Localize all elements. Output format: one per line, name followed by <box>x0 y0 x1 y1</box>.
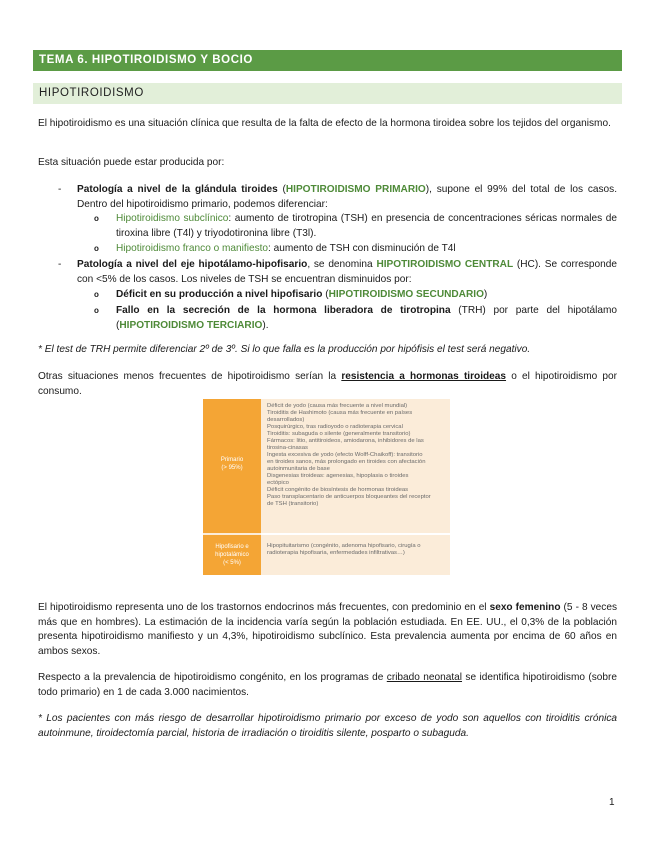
iodine-risk-note: * Los pacientes con más riesgo de desarrollar hipotiroidismo primario por exceso de yodo son aquellos con tiroiditis crónica autoinmune, tiroidectomía parcial, historia de irradiación o tiroiditis silente, posparto o subaguda. <box>38 713 617 739</box>
cause-central-text: (HC). Se corresponde con <5% de los casos. Los niveles de TSH se encuentran disminuidos por: <box>77 259 617 285</box>
primary-causes-list <box>267 403 445 508</box>
cause-primary-text: , supone el 99% del total de los casos. Dentro del hipotiroidismo primario, podemos diferenciar: <box>77 184 618 210</box>
table-cell-line: tirosina-cinasas <box>267 445 308 451</box>
list-circle-bullet: o <box>94 306 99 315</box>
section-heading: HIPOTIROIDISMO <box>33 83 622 104</box>
table-cell-line: radioterapia hipofisaria, enfermedades infiltrativas…) <box>267 550 405 556</box>
table-cell-line: Hipopituitarismo (congénito, adenoma hipofisario, cirugía o <box>267 543 421 549</box>
table-cell-line: Paso transplacentario de anticuerpos bloqueantes del receptor <box>267 494 431 500</box>
central-row-label-1: Hipofisario e <box>215 544 249 550</box>
table-cell-line: Déficit de yodo (causa más frecuente a nivel mundial) <box>267 403 408 409</box>
overt-text: : aumento de TSH con disminución de T4l <box>268 243 456 254</box>
tertiary-close: ). <box>262 319 269 331</box>
central-row-pct: (< 5%) <box>223 560 241 566</box>
congenital-post: se identifica hipotiroidismo (sobre todo primario) en 1 de cada 3.000 nacimientos. <box>38 672 617 698</box>
other-causes-pre: Otras situaciones menos frecuentes de hipotiroidismo serían la <box>38 371 342 382</box>
cause-primary-open: ( <box>277 184 286 195</box>
table-cell-line: Posquirúrgico, tras radioyodo o radioterapia cervical <box>267 424 403 430</box>
central-causes-list <box>267 543 445 557</box>
neonatal-screening-link: cribado neonatal <box>386 672 463 683</box>
table-cell-line: ectópico <box>267 480 289 486</box>
epidemiology-post: (5 - 8 veces más que en hombres). La estimación de la incidencia varía según la población estudiada. En EE. UU., el 0,3% de la población presenta hipotiroidismo manifiesto y un 4,3%, hipotiroidismo subclínico. Esta prevalencia aumenta por encima de 60 años en ambos sexos. <box>38 602 617 657</box>
primary-row-pct: (> 95%) <box>221 465 243 471</box>
list-circle-bullet: o <box>94 244 99 253</box>
overt-item <box>116 242 617 257</box>
epidemiology-paragraph <box>38 601 617 659</box>
central-row-label-2: hipotalámico <box>215 552 249 558</box>
tertiary-text: (TRH) por parte del hipotálamo ( <box>116 305 617 331</box>
page-number: 1 <box>609 797 615 808</box>
definition-paragraph: El hipotiroidismo es una situación clínica que resulta de la falta de efecto de la hormona tiroidea sobre los tejidos del organismo. <box>38 118 611 129</box>
list-circle-bullet: o <box>94 290 99 299</box>
trh-test-note: * El test de TRH permite diferenciar 2º de 3º. Si lo que falla es la producción por hipófisis el test será negativo. <box>38 344 531 355</box>
table-cell-line: Tiroiditis de Hashimoto (causa más frecuente en países <box>267 410 413 416</box>
table-cell-line: Fármacos: litio, antitiroideos, amiodarona, inhibidores de las <box>267 438 424 444</box>
subclinical-item <box>116 212 617 241</box>
subclinical-text: : aumento de tirotropina (TSH) en presencia de concentraciones séricas normales de tiroxina libre (T4l) y triyodotironina libre (T3l). <box>116 213 617 239</box>
list-dash-bullet: - <box>58 259 62 270</box>
tertiary-item <box>116 304 617 333</box>
table-cell-line: Déficit congénito de biosíntesis de hormonas tiroideas <box>267 487 409 493</box>
table-cell-line: Ingesta excesiva de yodo (efecto Wolff-Chaikoff): transitorio <box>267 452 423 458</box>
thyroid-hormone-resistance-link: resistencia a hormonas tiroideas <box>341 371 507 382</box>
subclinical-label: Hipotiroidismo subclínico <box>116 213 229 224</box>
chapter-title-banner: TEMA 6. HIPOTIROIDISMO Y BOCIO <box>33 50 622 71</box>
congenital-pre: Respecto a la prevalencia de hipotiroidismo congénito, en los programas de <box>38 672 387 683</box>
list-circle-bullet: o <box>94 214 99 223</box>
table-row-divider <box>261 533 450 535</box>
cause-central-pre: , se denomina <box>307 259 377 270</box>
secondary-item <box>116 288 617 303</box>
central-hypothyroidism-tag: HIPOTIROIDISMO CENTRAL <box>376 259 514 270</box>
other-causes-paragraph <box>38 370 617 399</box>
table-cell-line: en tiroides sanos, más prolongado en tiroides con afectación <box>267 459 426 465</box>
congenital-paragraph <box>38 671 617 700</box>
cause-primary-close: ) <box>425 184 430 195</box>
table-cell-line: Disgenesias tiroideas: agenesias, hipoplasia o tiroides <box>267 473 409 479</box>
causes-lead-paragraph: Esta situación puede estar producida por: <box>38 157 225 168</box>
cause-central-label: Patología a nivel del eje hipotálamo-hipofisario <box>77 259 308 270</box>
epidemiology-pre: El hipotiroidismo representa uno de los trastornos endocrinos más frecuentes, con predominio en el <box>38 602 490 613</box>
primary-row-label: Primario <box>220 457 244 463</box>
cause-primary-item <box>77 183 617 212</box>
secondary-close: ) <box>483 289 488 300</box>
secondary-open: ( <box>322 289 329 300</box>
primary-hypothyroidism-tag: HIPOTIROIDISMO PRIMARIO <box>285 184 426 195</box>
cause-central-item <box>77 258 617 287</box>
table-cell-line: autoinmunitaria de base <box>267 466 330 472</box>
table-cell-line: de TSH (transitorio) <box>267 501 319 507</box>
causes-table-figure <box>203 399 450 575</box>
table-cell-line: Tiroiditis: subaguda o silente (generalmente transitorio) <box>267 431 411 437</box>
list-dash-bullet: - <box>58 184 62 195</box>
female-sex-emphasis: sexo femenino <box>489 602 561 613</box>
tertiary-hypothyroidism-tag: HIPOTIROIDISMO TERCIARIO <box>119 319 263 331</box>
secondary-hypothyroidism-tag: HIPOTIROIDISMO SECUNDARIO <box>328 289 484 300</box>
cause-primary-label: Patología a nivel de la glándula tiroides <box>77 184 278 195</box>
tertiary-label: Fallo en la secreción de la hormona liberadora de tirotropina <box>116 305 451 316</box>
other-causes-post: o el hipotiroidismo por consumo. <box>38 371 618 397</box>
secondary-label: Déficit en su producción a nivel hipofisario <box>116 289 323 300</box>
overt-label: Hipotiroidismo franco o manifiesto <box>116 243 269 254</box>
table-cell-line: desarrollados) <box>267 417 305 423</box>
